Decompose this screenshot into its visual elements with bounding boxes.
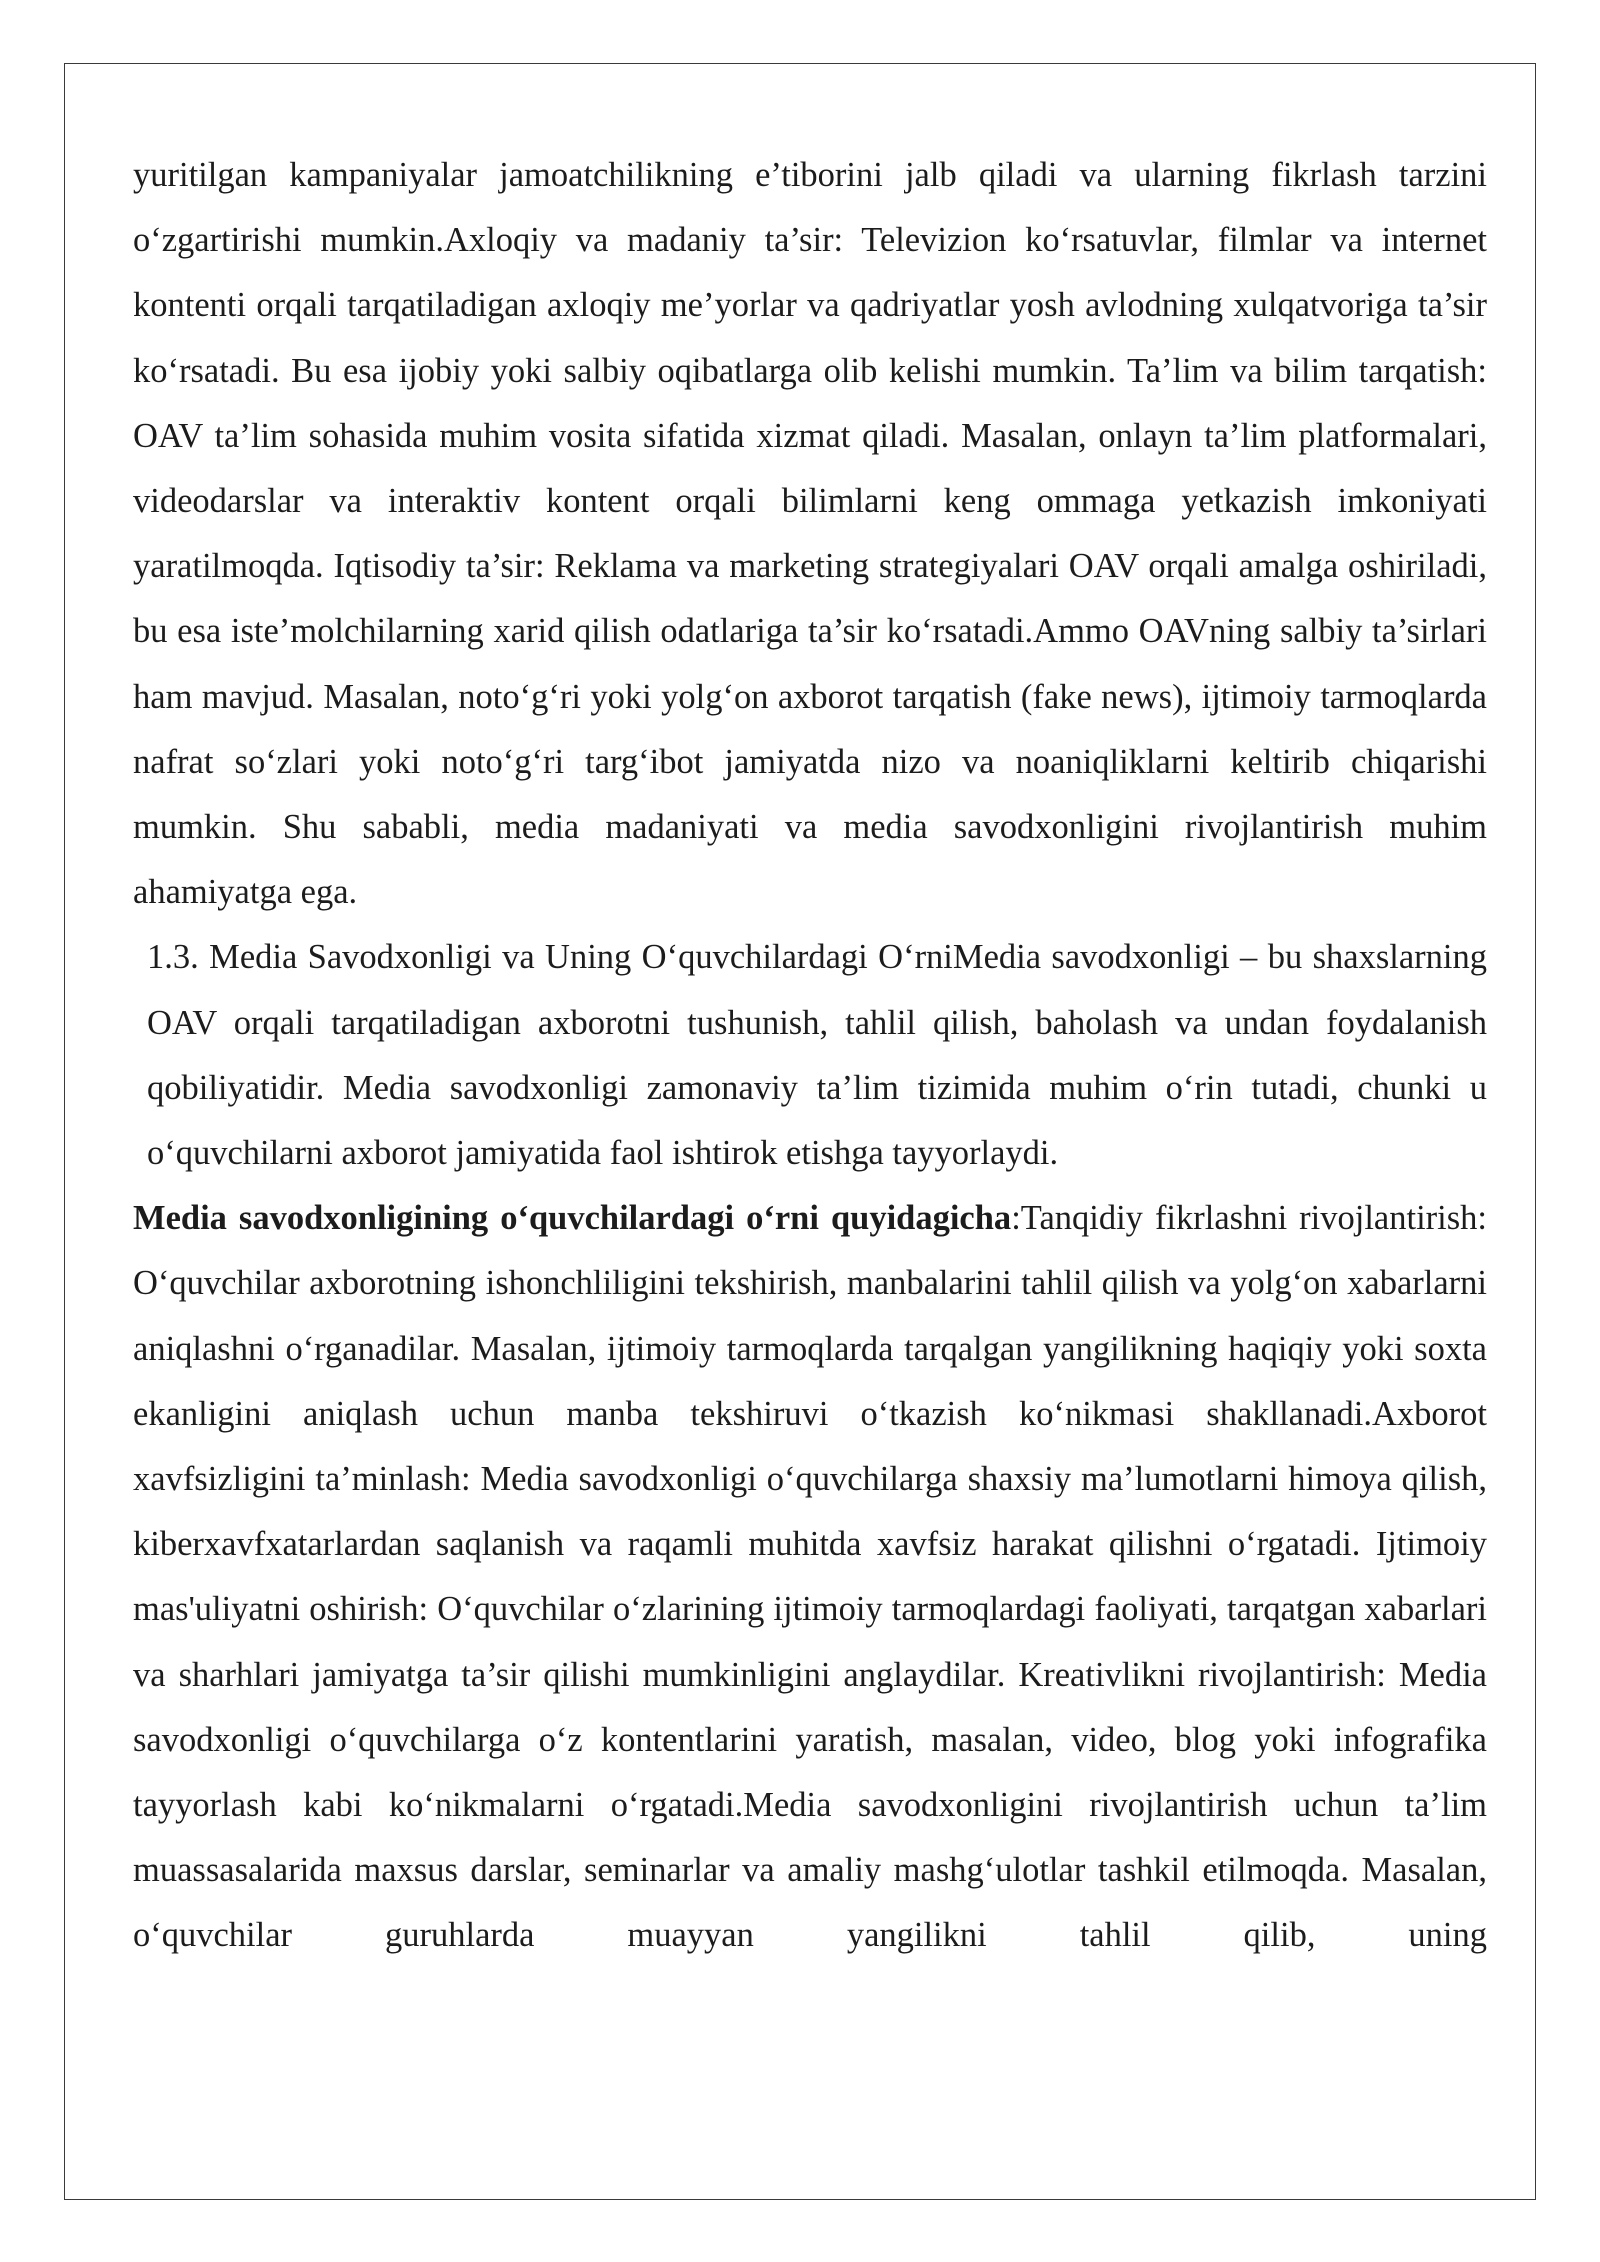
document-body — [133, 143, 1487, 1969]
body-paragraph-3 — [133, 1186, 1487, 1968]
bold-lead-in: Media savodxonligining o‘quvchilardagi o‘rni quyidagicha — [133, 1199, 1012, 1238]
body-paragraph-1: yuritilgan kampaniyalar jamoatchilikning e’tiborini jalb qiladi va ularning fikrlash tarzini o‘zgartirishi mumkin.Axloqiy va madaniy ta’sir: Televizion ko‘rsatuvlar, filmlar va internet kontenti orqali tarqatiladigan axloqiy me’yorlar va qadriyatlar yosh avlodning xulqatvoriga ta’sir ko‘rsatadi. Bu esa ijobiy yoki salbiy oqibatlarga olib kelishi mumkin. Ta’lim va bilim tarqatish: OAV ta’lim sohasida muhim vosita sifatida xizmat qiladi. Masalan, onlayn ta’lim platformalari, videodarslar va interaktiv kontent orqali bilimlarni keng ommaga yetkazish imkoniyati yaratilmoqda. Iqtisodiy ta’sir: Reklama va marketing strategiyalari OAV orqali amalga oshiriladi, bu esa iste’molchilarning xarid qilish odatlariga ta’sir ko‘rsatadi.Ammo OAVning salbiy ta’sirlari ham mavjud. Masalan, noto‘g‘ri yoki yolg‘on axborot tarqatish (fake news), ijtimoiy tarmoqlarda nafrat so‘zlari yoki noto‘g‘ri targ‘ibot jamiyatda nizo va noaniqliklarni keltirib chiqarishi mumkin. Shu sababli, media madaniyati va media savodxonligini rivojlantirish muhim ahamiyatga ega. — [133, 156, 1487, 912]
section-heading-paragraph-1-3: 1.3. Media Savodxonligi va Uning O‘quvchilardagi O‘rniMedia savodxonligi – bu shaxslarning OAV orqali tarqatiladigan axborotni tushunish, tahlil qilish, baholash va undan foydalanish qobiliyatidir. Media savodxonligi zamonaviy ta’lim tizimida muhim o‘rin tutadi, chunki u o‘quvchilarni axborot jamiyatida faol ishtirok etishga tayyorlaydi. — [147, 938, 1487, 1173]
body-paragraph-3-text: :Tanqidiy fikrlashni rivojlantirish: O‘quvchilar axborotning ishonchliligini tekshirish, manbalarini tahlil qilish va yolg‘on xabarlarni aniqlashni o‘rganadilar. Masalan, ijtimoiy tarmoqlarda tarqalgan yangilikning haqiqiy yoki soxta ekanligini aniqlash uchun manba tekshiruvi o‘tkazish ko‘nikmasi shakllanadi.Axborot xavfsizligini ta’minlash: Media savodxonligi o‘quvchilarga shaxsiy ma’lumotlarni himoya qilish, kiberxavfxatarlardan saqlanish va raqamli muhitda xavfsiz harakat qilishni o‘rgatadi. Ijtimoiy mas'uliyatni oshirish: O‘quvchilar o‘zlarining ijtimoiy tarmoqlardagi faoliyati, tarqatgan xabarlari va sharhlari jamiyatga ta’sir qilishi mumkinligini anglaydilar. Kreativlikni rivojlantirish: Media savodxonligi o‘quvchilarga o‘z kontentlarini yaratish, masalan, video, blog yoki infografika tayyorlash kabi ko‘nikmalarni o‘rgatadi.Media savodxonligini rivojlantirish uchun ta’lim muassasalarida maxsus darslar, seminarlar va amaliy mashg‘ulotlar tashkil etilmoqda. Masalan, o‘quvchilar guruhlarda muayyan yangilikni tahlil qilib, uning — [133, 1199, 1487, 1955]
